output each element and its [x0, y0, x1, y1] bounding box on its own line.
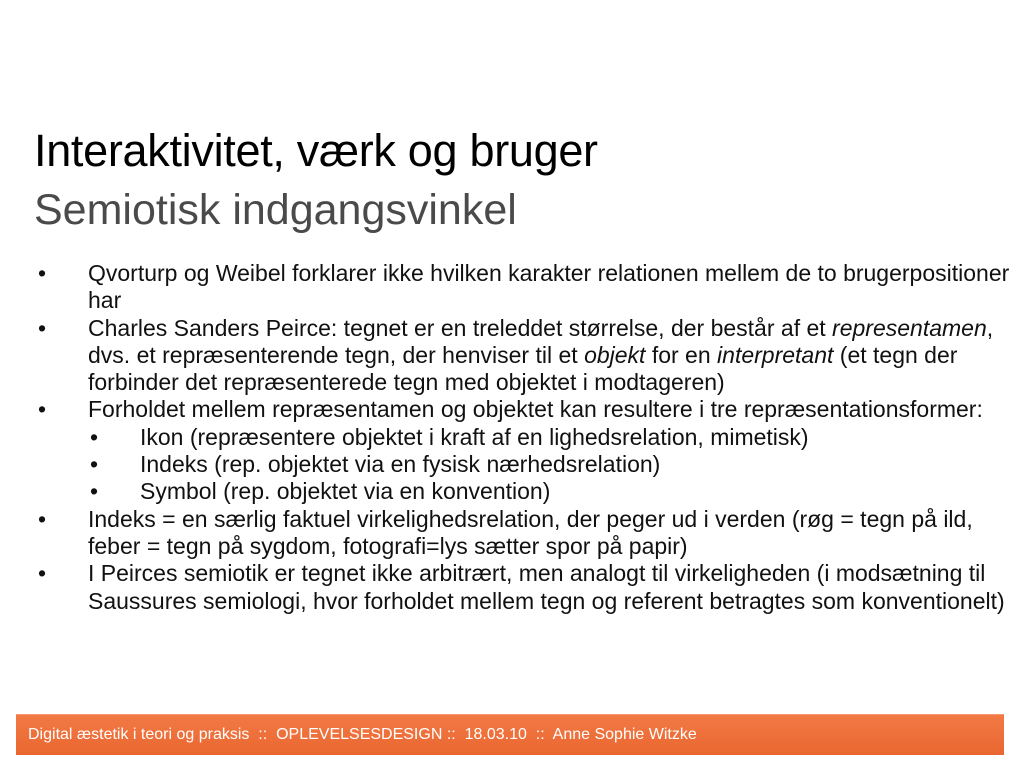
bullet-text: Qvorturp og Weibel forklarer ikke hvilken karakter relationen mellem de to brugerpositioner har [88, 260, 1010, 314]
bullet-icon: • [90, 451, 99, 478]
bullet-icon: • [38, 260, 47, 286]
term-objekt: objekt [584, 341, 646, 368]
sub-bullet-item-symbol [88, 478, 1018, 505]
bullet-text: (et tegn der forbinder det repræsenterede tegn med objektet i modtageren) [88, 341, 958, 396]
bullet-icon: • [38, 560, 47, 587]
bullet-text: Forholdet mellem repræsentamen og objektet kan resultere i tre repræsentationsformer: [88, 396, 983, 423]
bullet-text: I Peirces semiotik er tegnet ikke arbitrært, men analogt til virkeligheden (i modsætning til Saussures semiologi, hvor forholdet mellem tegn og referent betragtes som konventionelt) [88, 560, 1005, 614]
bullet-text: Indeks = en særlig faktuel virkelighedsrelation, der peger ud i verden (røg = tegn på ild, feber = tegn på sygdom, fotografi=lys sætter spor på papir) [88, 505, 973, 559]
bullet-icon: • [38, 505, 47, 532]
sub-bullet-text: Symbol (rep. objektet via en konvention) [140, 478, 551, 505]
bullet-text: for en [645, 341, 718, 368]
bullet-icon: • [38, 314, 47, 341]
footer-text: Digital æstetik i teori og praksis :: OPLEVELSESDESIGN :: 18.03.10 :: Anne Sophie Witzke [28, 726, 697, 743]
slide-title: Interaktivitet, værk og bruger [34, 125, 598, 176]
sub-bullet-text: Indeks (rep. objektet via en fysisk nærhedsrelation) [140, 451, 661, 478]
term-representamen: representamen [832, 314, 987, 341]
term-interpretant: interpretant [717, 341, 834, 368]
bullet-item-indeks-definition [34, 506, 1018, 561]
bullet-icon: • [90, 423, 99, 450]
bullet-item-forholdet [34, 396, 1018, 505]
bullet-icon: • [90, 478, 99, 505]
bullet-item-peirce [34, 315, 1018, 397]
bullet-list [34, 260, 1018, 615]
bullet-item-qvorturp [34, 260, 1018, 315]
sub-bullet-item-ikon [88, 424, 1018, 451]
bullet-text: Charles Sanders Peirce: tegnet er en treleddet størrelse, der består af et [88, 314, 833, 341]
slide-subtitle: Semiotisk indgangsvinkel [34, 186, 517, 234]
footer-bar [16, 714, 1004, 755]
bullet-item-semiotik [34, 560, 1018, 615]
bullet-text: , dvs. et repræsenterende tegn, der henviser til et [88, 314, 994, 368]
bullet-icon: • [38, 396, 47, 423]
sub-bullet-text: Ikon (repræsentere objektet i kraft af en lighedsrelation, mimetisk) [140, 423, 809, 450]
sub-bullet-item-indeks [88, 451, 1018, 478]
sub-bullet-list [88, 424, 1018, 506]
